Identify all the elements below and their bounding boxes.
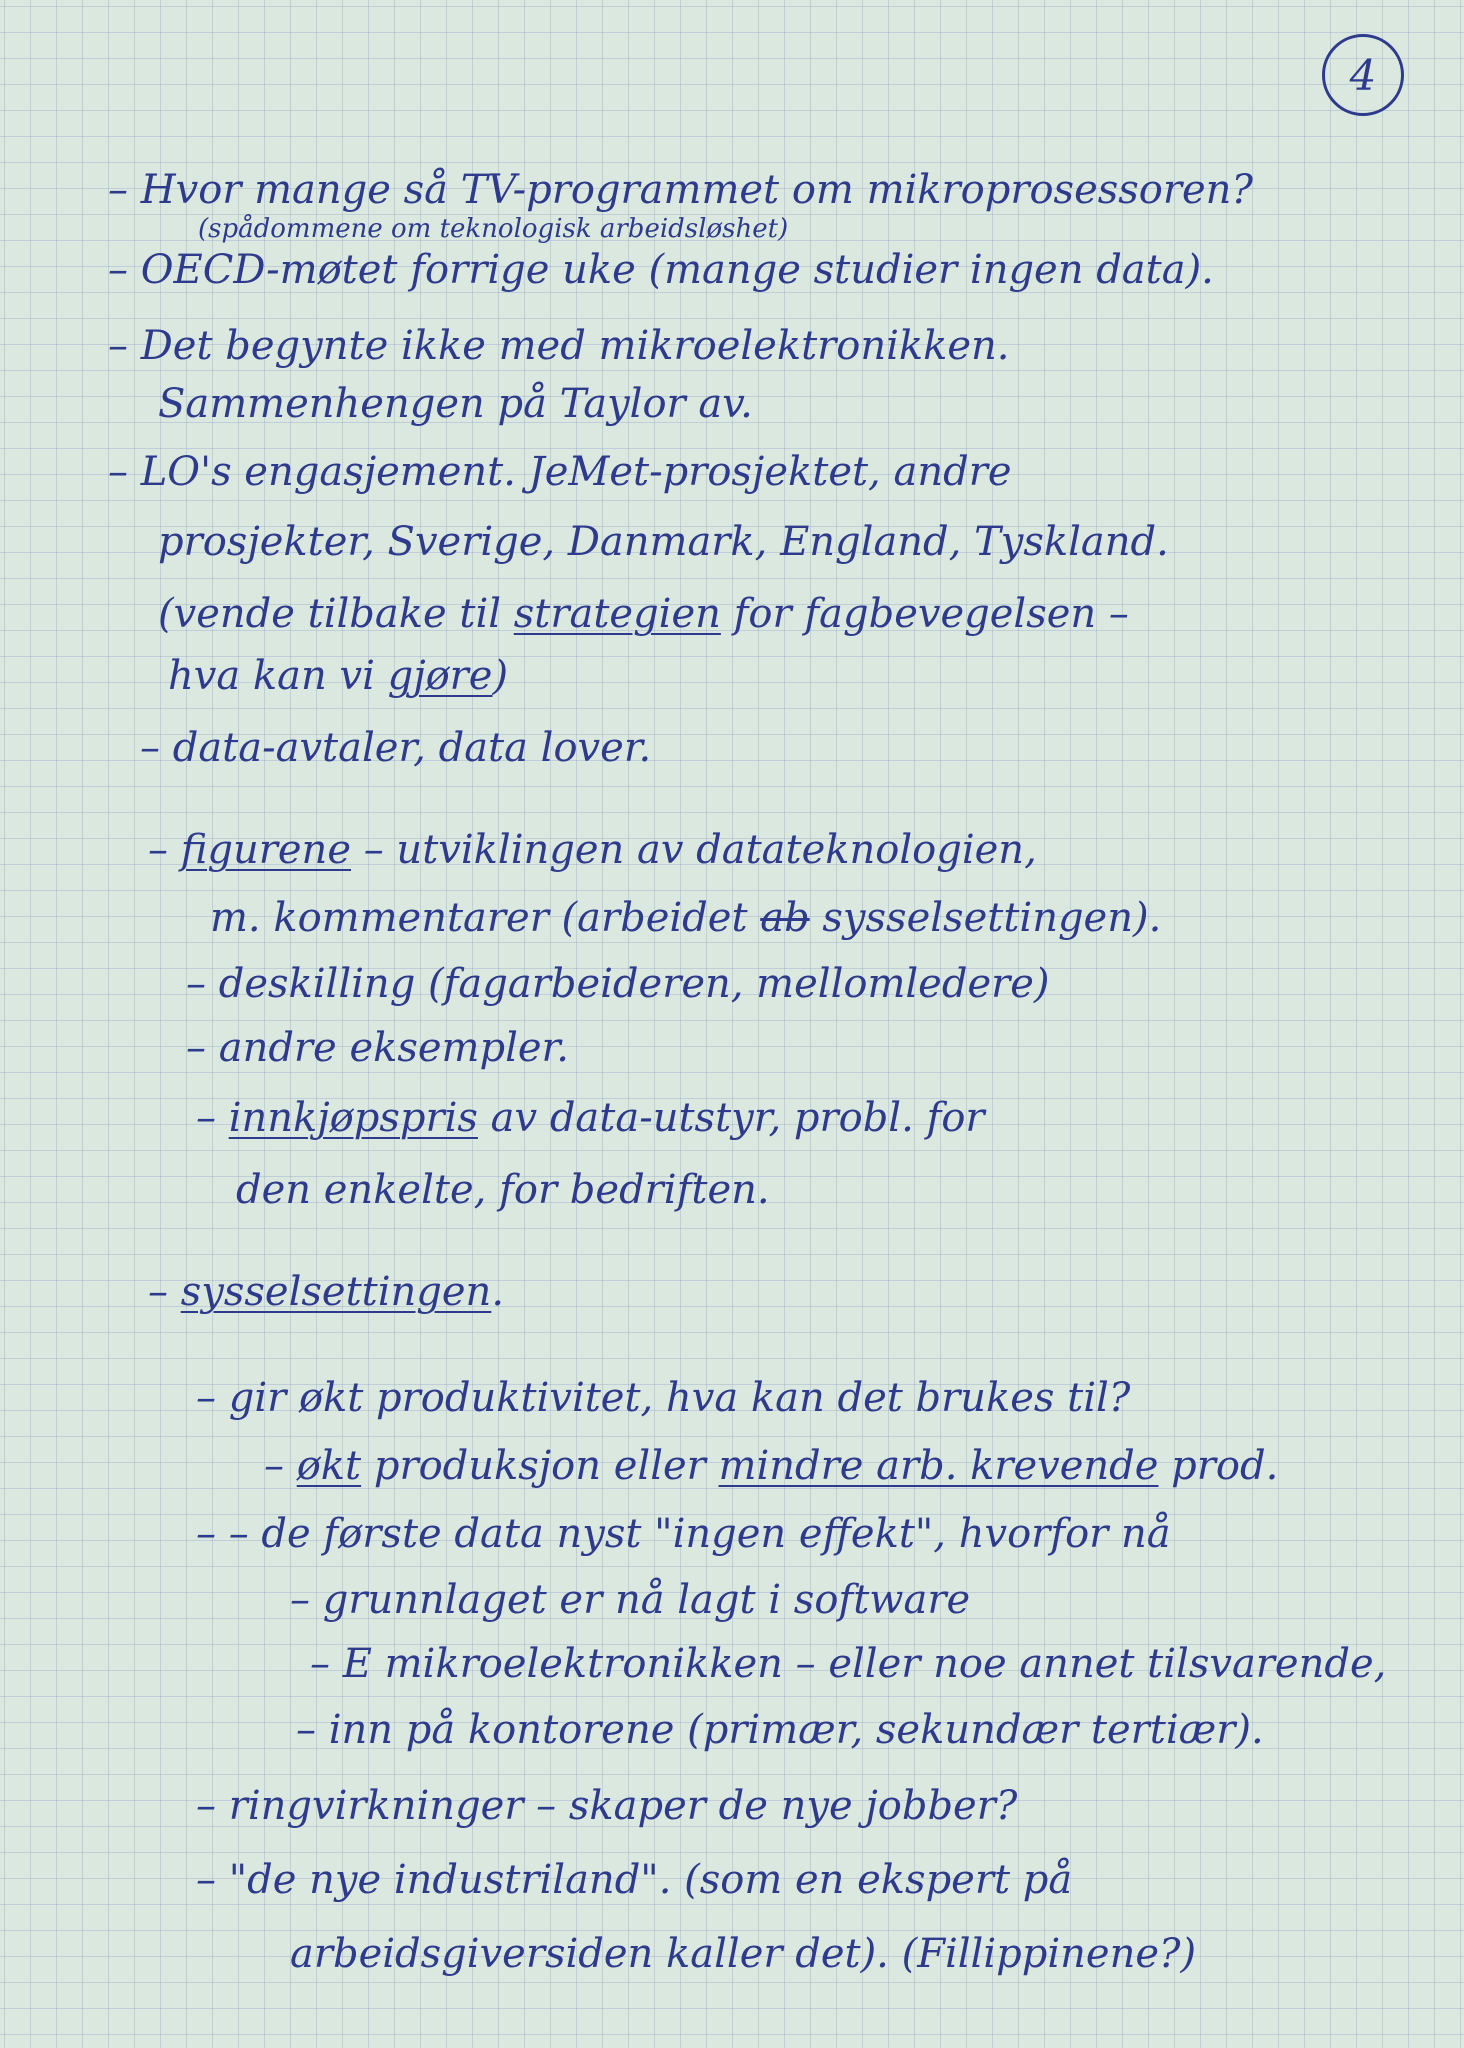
note-text: – deskilling (fagarbeideren, mellomledere) bbox=[186, 961, 1050, 1007]
note-line-8 bbox=[158, 590, 1129, 638]
note-text: Sammenhengen på Taylor av. bbox=[158, 381, 753, 427]
note-line-2 bbox=[198, 214, 788, 244]
note-text: – LO's engasjement. JeMet-prosjektet, andre bbox=[108, 449, 1012, 495]
note-text: – andre eksempler. bbox=[186, 1025, 569, 1071]
note-text: produksjon eller bbox=[361, 1443, 719, 1489]
note-line-14 bbox=[186, 1024, 569, 1072]
note-text: – gir økt produktivitet, hva kan det brukes til? bbox=[196, 1375, 1131, 1421]
underlined-word: strategien bbox=[513, 591, 721, 637]
note-line-15 bbox=[196, 1094, 985, 1142]
note-text: prosjekter, Sverige, Danmark, England, Tyskland. bbox=[158, 519, 1169, 565]
page-number-circle: 4 bbox=[1322, 34, 1404, 116]
note-text: – grunnlaget er nå lagt i software bbox=[290, 1577, 971, 1623]
note-text: m. kommentarer (arbeidet bbox=[210, 895, 761, 941]
note-text: ) bbox=[492, 653, 509, 699]
note-text: – – de første data nyst "ingen effekt", hvorfor nå bbox=[196, 1511, 1171, 1557]
note-text: hva kan vi bbox=[168, 653, 388, 699]
note-text: . bbox=[491, 1269, 505, 1315]
note-text: prod. bbox=[1158, 1443, 1279, 1489]
note-line-23 bbox=[296, 1706, 1264, 1754]
note-line-10 bbox=[140, 724, 651, 772]
note-text: – data-avtaler, data lover. bbox=[140, 725, 652, 771]
note-text: – bbox=[264, 1443, 297, 1489]
note-line-19 bbox=[264, 1442, 1278, 1490]
note-line-3 bbox=[108, 246, 1214, 294]
note-line-5 bbox=[158, 380, 753, 428]
underlined-word: mindre arb. krevende bbox=[718, 1443, 1159, 1489]
note-line-18 bbox=[196, 1374, 1130, 1422]
note-line-25 bbox=[196, 1856, 1072, 1904]
note-text: (spådommene om teknologisk arbeidsløshet) bbox=[198, 214, 789, 244]
note-line-17 bbox=[148, 1268, 504, 1316]
note-line-13 bbox=[186, 960, 1050, 1008]
note-line-16 bbox=[236, 1166, 770, 1214]
note-line-26 bbox=[290, 1930, 1196, 1978]
note-line-24 bbox=[196, 1782, 1017, 1830]
underlined-word: innkjøpspris bbox=[228, 1095, 478, 1141]
note-line-1 bbox=[108, 166, 1253, 214]
note-text: arbeidsgiversiden kaller det). (Fillippinene?) bbox=[290, 1931, 1197, 1977]
note-text: for fagbevegelsen – bbox=[720, 591, 1129, 637]
note-text: – "de nye industriland". (som en ekspert på bbox=[196, 1857, 1073, 1903]
struck-word: ab bbox=[760, 895, 810, 941]
note-text: – Det begynte ikke med mikroelektronikken. bbox=[108, 323, 1010, 369]
note-text: – OECD-møtet forrige uke (mange studier ingen data). bbox=[108, 247, 1214, 293]
underlined-word: sysselsettingen bbox=[180, 1269, 492, 1315]
underlined-word: økt bbox=[296, 1443, 362, 1489]
note-line-21 bbox=[290, 1576, 970, 1624]
note-text: – ringvirkninger – skaper de nye jobber? bbox=[196, 1783, 1018, 1829]
note-line-9 bbox=[168, 652, 508, 700]
note-line-6 bbox=[108, 448, 1012, 496]
note-line-11 bbox=[148, 826, 1037, 874]
note-text: – inn på kontorene (primær, sekundær tertiær). bbox=[296, 1707, 1264, 1753]
note-line-12 bbox=[210, 894, 1161, 942]
note-line-22 bbox=[310, 1640, 1386, 1688]
note-text: den enkelte, for bedriften. bbox=[236, 1167, 770, 1213]
note-line-20 bbox=[196, 1510, 1171, 1558]
underlined-word: figurene bbox=[180, 827, 351, 873]
underlined-word: gjøre bbox=[387, 653, 493, 699]
note-text: – Hvor mange så TV-programmet om mikroprosessoren? bbox=[108, 167, 1253, 213]
note-text: – E mikroelektronikken – eller noe annet tilsvarende, bbox=[310, 1641, 1387, 1687]
note-text: – bbox=[196, 1095, 229, 1141]
note-line-7 bbox=[158, 518, 1169, 566]
note-text: – bbox=[148, 827, 181, 873]
note-text: – bbox=[148, 1269, 181, 1315]
note-text: sysselsettingen). bbox=[809, 895, 1162, 941]
note-text: av data-utstyr, probl. for bbox=[477, 1095, 985, 1141]
note-text: (vende tilbake til bbox=[158, 591, 514, 637]
note-text: – utviklingen av datateknologien, bbox=[351, 827, 1037, 873]
note-line-4 bbox=[108, 322, 1010, 370]
